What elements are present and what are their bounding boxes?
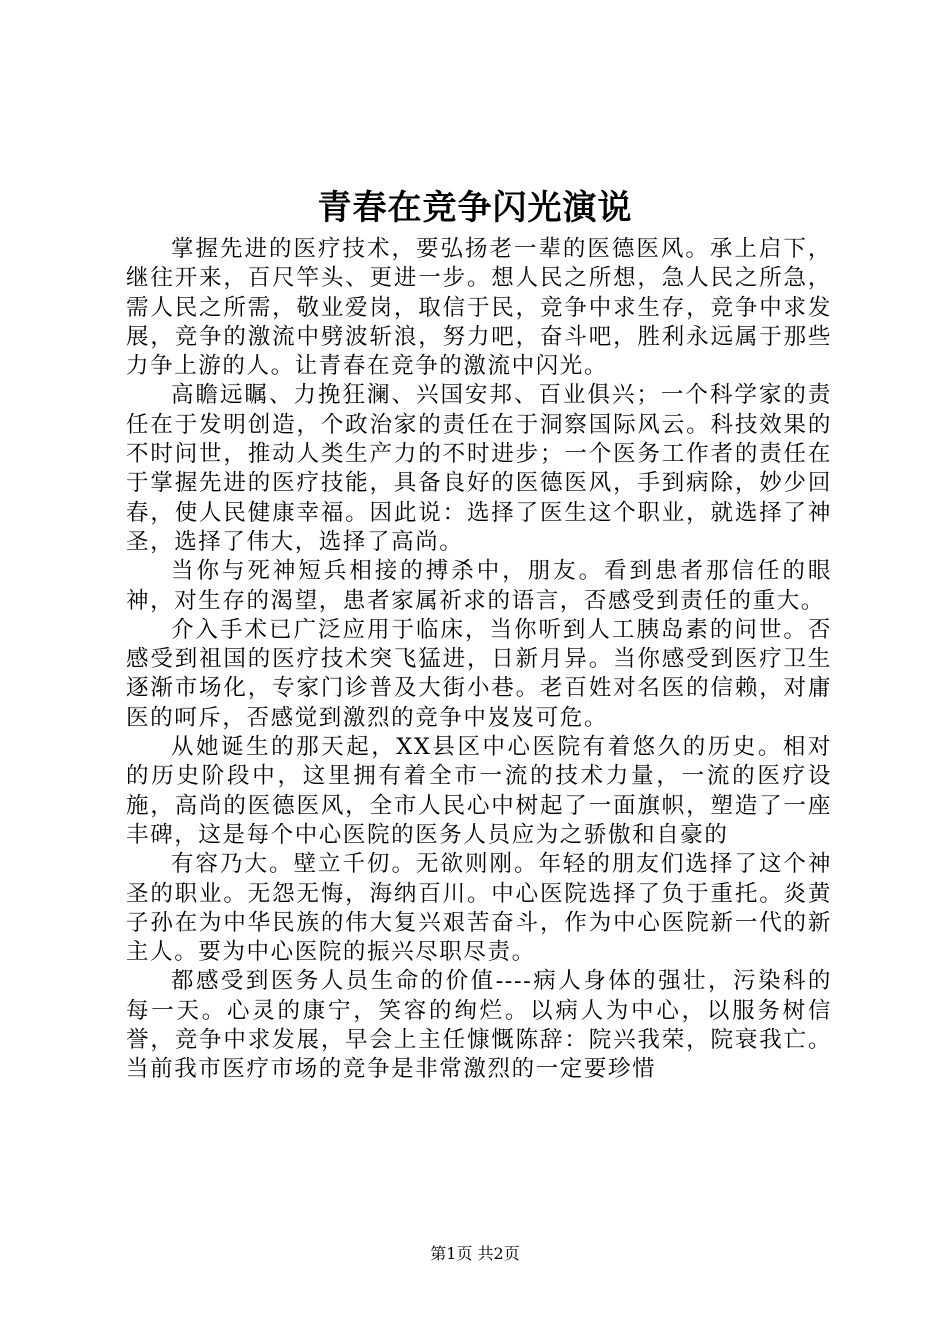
paragraph: 介入手术已广泛应用于临床，当你听到人工胰岛素的问世。否感受到祖国的医疗技术突飞猛进，日新月异。当你感受到医疗卫生逐渐市场化，专家门诊普及大街小巷。老百姓对名医的信赖，对庸医的呵斥，否感觉到激烈的竞争中岌岌可危。 <box>126 616 832 731</box>
paragraph: 掌握先进的医疗技术，要弘扬老一辈的医德医风。承上启下，继往开来，百尺竿头、更进一步。想人民之所想，急人民之所急，需人民之所需，敬业爱岗，取信于民，竞争中求生存，竞争中求发展，竞争的激流中劈波斩浪，努力吧，奋斗吧，胜利永远属于那些力争上游的人。让青春在竞争的激流中闪光。 <box>126 236 832 380</box>
paragraph: 高瞻远瞩、力挽狂澜、兴国安邦、百业俱兴；一个科学家的责任在于发明创造，个政治家的责任在于洞察国际风云。科技效果的不时问世，推动人类生产力的不时进步；一个医务工作者的责任在于掌握先进的医疗技能，具备良好的医德医风，手到病除，妙少回春，使人民健康幸福。因此说：选择了医生这个职业，就选择了神圣，选择了伟大，选择了高尚。 <box>126 382 832 555</box>
paragraph: 当你与死神短兵相接的搏杀中，朋友。看到患者那信任的眼神，对生存的渴望，患者家属祈求的语言，否感受到责任的重大。 <box>126 558 832 614</box>
paragraph: 有容乃大。壁立千仞。无欲则刚。年轻的朋友们选择了这个神圣的职业。无怨无悔，海纳百川。中心医院选择了负于重托。炎黄子孙在为中华民族的伟大复兴艰苦奋斗，作为中心医院新一代的新主人。要为中心医院的振兴尽职尽责。 <box>126 851 832 966</box>
document-body <box>126 235 832 1085</box>
paragraph: 从她诞生的那天起，XX县区中心医院有着悠久的历史。相对的历史阶段中，这里拥有着全市一流的技术力量，一流的医疗设施，高尚的医德医风，全市人民心中树起了一面旗帜，塑造了一座丰碑，这是每个中心医院的医务人员应为之骄傲和自豪的 <box>126 734 832 848</box>
document-title: 青春在竞争闪光演说 <box>317 188 633 228</box>
paragraph: 都感受到医务人员生命的价值----病人身体的强壮，污染科的每一天。心灵的康宁，笑容的绚烂。以病人为中心，以服务树信誉，竞争中求发展，早会上主任慷慨陈辞：院兴我荣，院衰我亡。当前我市医疗市场的竞争是非常激烈的一定要珍惜 <box>126 968 832 1083</box>
page-number-footer: 第1页 共2页 <box>430 1244 520 1263</box>
